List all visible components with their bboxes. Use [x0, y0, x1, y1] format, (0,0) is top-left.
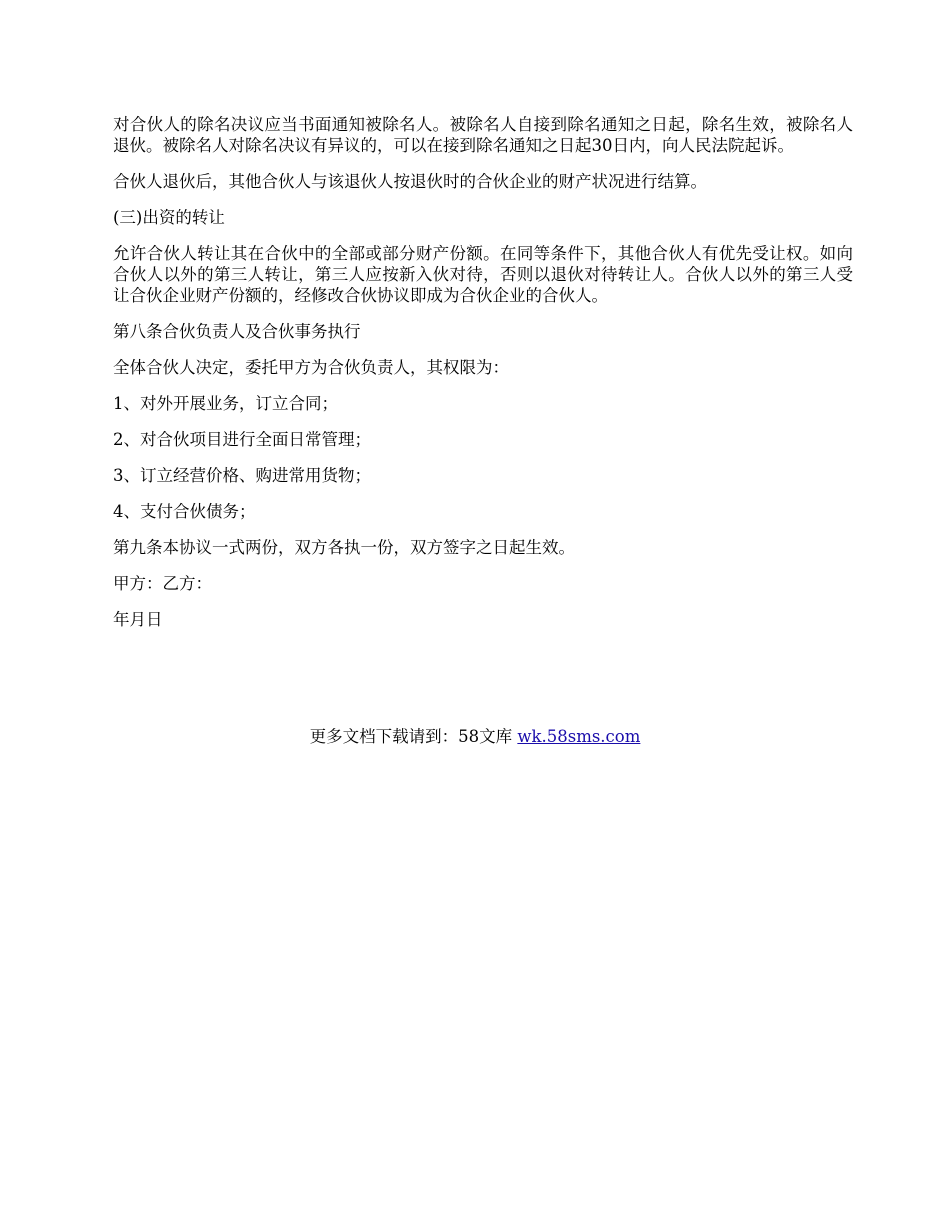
signature-date: 年月日 [113, 610, 163, 629]
section-heading-capital-transfer: (三)出资的转让 [113, 208, 225, 227]
paragraph-settlement: 合伙人退伙后，其他合伙人与该退伙人按退伙时的合伙企业的财产状况进行结算。 [113, 172, 707, 191]
article-9-paragraph: 第九条本协议一式两份，双方各执一份，双方签字之日起生效。 [113, 538, 575, 557]
list-item-3: 3、订立经营价格、购进常用货物； [113, 466, 371, 485]
paragraph-authority-intro: 全体合伙人决定，委托甲方为合伙负责人，其权限为： [113, 358, 509, 377]
signature-parties: 甲方：乙方： [113, 574, 212, 593]
download-footer [0, 726, 950, 747]
list-item-2: 2、对合伙项目进行全面日常管理； [113, 430, 371, 449]
list-item-1: 1、对外开展业务，订立合同； [113, 394, 338, 413]
paragraph-transfer-rules: 允许合伙人转让其在合伙中的全部或部分财产份额。在同等条件下，其他合伙人有优先受让权。如向合伙人以外的第三人转让，第三人应按新入伙对待，否则以退伙对待转让人。合伙人以外的第三人受让合伙企业财产份额的，经修改合伙协议即成为合伙企业的合伙人。 [113, 244, 853, 305]
footer-prefix: 更多文档下载请到：58文库 [309, 727, 513, 746]
paragraph-expulsion-notice: 对合伙人的除名决议应当书面通知被除名人。被除名人自接到除名通知之日起，除名生效，被除名人退伙。被除名人对除名决议有异议的，可以在接到除名通知之日起30日内，向人民法院起诉。 [113, 115, 853, 155]
footer-link[interactable]: wk.58sms.com [517, 727, 641, 746]
document-body [113, 114, 853, 645]
list-item-4: 4、支付合伙债务； [113, 502, 256, 521]
article-8-heading: 第八条合伙负责人及合伙事务执行 [113, 322, 361, 341]
